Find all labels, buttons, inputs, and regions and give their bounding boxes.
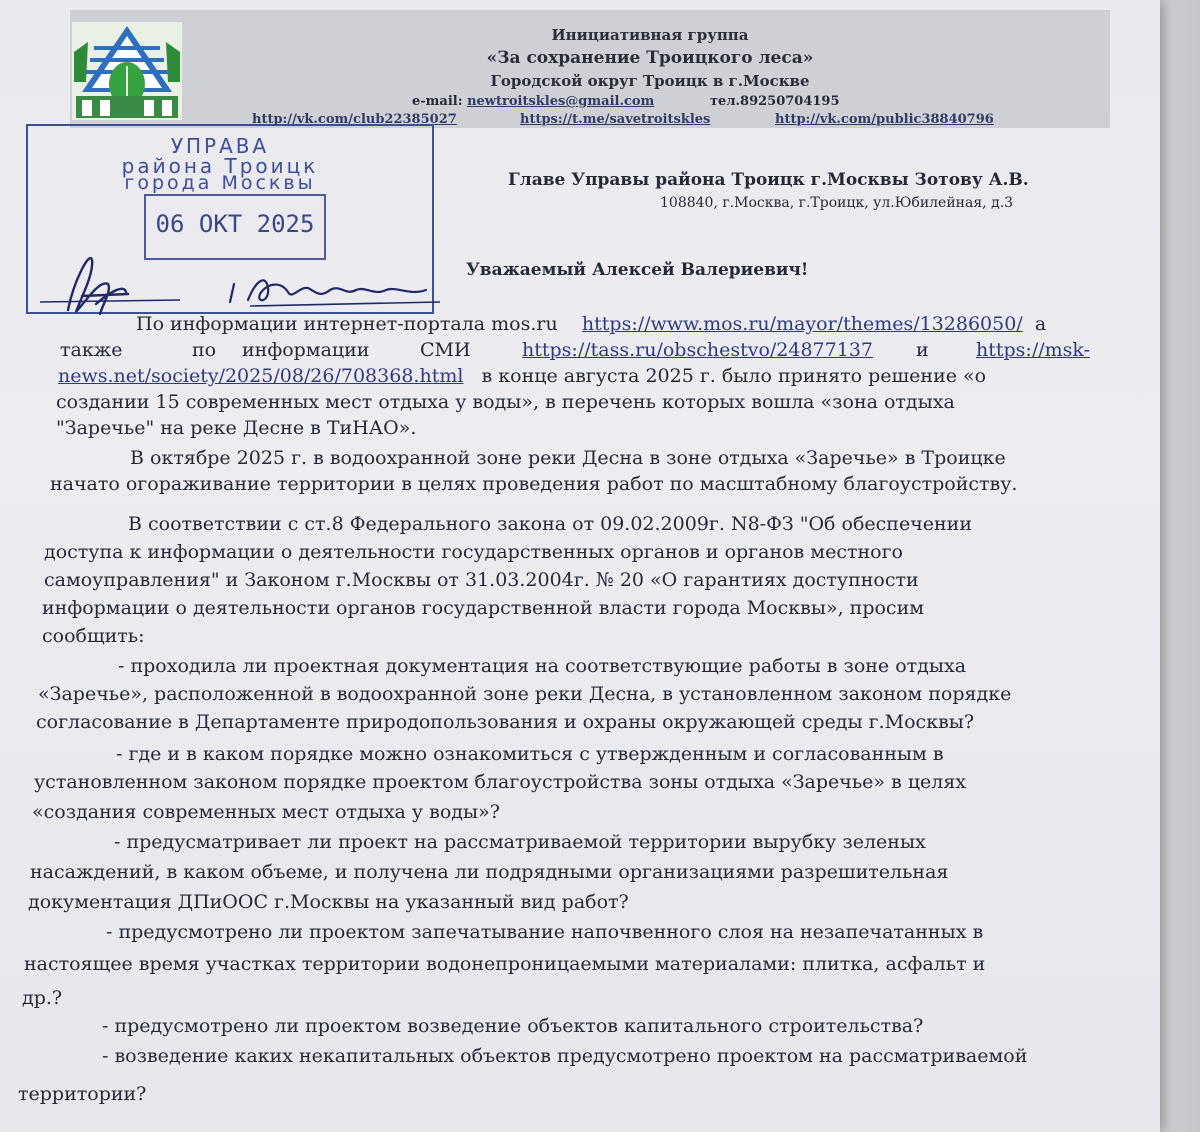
phone-number: тел.89250704195 — [710, 94, 840, 109]
question-line: - предусмотрено ли проектом запечатывание напочвенного слоя на незапечатанных в — [106, 921, 984, 943]
vk-club-link[interactable]: http://vk.com/club22385027 — [252, 112, 457, 127]
greeting: Уважаемый Алексей Валериевич! — [466, 260, 809, 280]
addressee-name: Главе Управы района Троицк г.Москвы Зотову А.В. — [508, 170, 1029, 190]
tass-link[interactable]: https://tass.ru/obschestvo/24877137 — [522, 339, 873, 361]
stamp-line1: УПРАВА — [170, 134, 270, 158]
stamp-line3: города Москвы — [124, 172, 316, 194]
question-line: установленном законом порядке проектом благоустройства зоны отдыха «Заречье» в целях — [34, 771, 967, 793]
body-line: news.net/society/2025/08/26/708368.html в конце августа 2025 г. было принято решение «о — [58, 365, 987, 387]
question-line: «Заречье», расположенной в водоохранной зоне реки Десна, в установленном законом порядке — [38, 683, 1012, 705]
question-line: - где и в каком порядке можно ознакомиться с утвержденным и согласованным в — [116, 743, 944, 765]
question-line: - проходила ли проектная документация на соответствующие работы в зоне отдыха — [118, 655, 967, 677]
body-line: В октябре 2025 г. в водоохранной зоне реки Десна в зоне отдыха «Заречье» в Троицке — [130, 447, 1006, 469]
letter-page: Инициативная группа «За сохранение Троицкого леса» Городской округ Троицк в г.Москве e-mail: newtroitskles@gmail.com тел.89250704195 http://vk.com/club22385027 https://t.me/savetroitskles http://vk.com/public38840796 УПРАВА района Троицк города Москвы 06 ОКТ 2025 Главе Управы района Троицк г.Москвы Зотову А.В. 108840, г.Москва, г.Троицк, ул.Юбилейная, д.3 Уважаемый Алексей Валериевич! По информации интернет-портала mos.ru https://www.mos.ru/mayor/themes/13286050/ а также по информации СМИ https://tass.ru/obschestvo/24877137 и https://msk- news.net/society/2025/08/26/708368.html в конце августа 2025 г. было принято решение «о создании 15 современных мест отдыха у воды», в перечень которых вошла «зона отдыха "Заречье" на реке Десне в ТиНАО». В октябре 2025 г. в водоохранной зоне реки Десна в зоне отдыха «Заречье» в Троицке начато огораживание территории в целях проведения работ по масштабному благоустройству. В соответствии с ст.8 Федерального закона от 09.02.2009г. N8-ФЗ "Об обеспечении доступа к информации о деятельности государственных органов и органов местного самоуправления" и Законом г.Москвы от 31.03.2004г. № 20 «О гарантиях доступности информации о деятельности органов государственной власти города Москвы», просим сообщить: - проходила ли проектная документация на соответствующие работы в зоне отдыха «Заречье», расположенной в водоохранной зоне реки Десна, в установленном законом порядке согласование в Департаменте природопользования и охраны окружающей среды г.Москвы? - где и в каком порядке можно ознакомиться с утвержденным и согласованным в установленном законом порядке проектом благоустройства зоны отдыха «Заречье» в целях «создания современных мест отдыха у воды»? - предусматривает ли проект на рассматриваемой территории вырубку зеленых насаждений, в каком объеме, и получена ли подрядными организациями разрешительная документация ДПиООС г.Москвы на указанный вид работ? - предусмотрено ли проектом запечатывание напочвенного слоя на незапечатанных в настоящее время участках территории водонепроницаемыми материалами: плитка, асфальт и др.? - предусмотрено ли проектом возведение объектов капитального строительства? - возведение каких некапитальных объектов предусмотрено проектом на рассматриваемой территории? — [0, 0, 1160, 1132]
question-line: документация ДПиООС г.Москвы на указанный вид работ? — [28, 891, 629, 913]
question-line: территории? — [18, 1083, 147, 1105]
stamp-line2: района Троицк — [121, 154, 319, 178]
body-line: сообщить: — [42, 625, 145, 647]
body-line: По информации интернет-портала mos.ru https://www.mos.ru/mayor/themes/13286050/ а — [136, 313, 1047, 335]
body-line: создании 15 современных мест отдыха у воды», в перечень которых вошла «зона отдыха — [56, 391, 955, 413]
mos-ru-link[interactable]: https://www.mos.ru/mayor/themes/13286050/ — [581, 313, 1023, 335]
body-line: доступа к информации о деятельности государственных органов и органов местного — [44, 541, 903, 563]
msk-news-link[interactable]: https://msk- — [976, 339, 1090, 361]
email-link[interactable]: newtroitskles@gmail.com — [467, 94, 655, 109]
addressee-address: 108840, г.Москва, г.Троицк, ул.Юбилейная, д.3 — [660, 195, 1014, 211]
stamp-date: 06 ОКТ 2025 — [155, 210, 315, 238]
msk-news-link-cont[interactable]: news.net/society/2025/08/26/708368.html — [58, 365, 464, 387]
forest-logo-icon — [72, 22, 182, 120]
email-line — [412, 94, 654, 109]
question-line: - предусматривает ли проект на рассматриваемой территории вырубку зеленых — [114, 831, 926, 853]
question-line: - возведение каких некапитальных объектов предусмотрено проектом на рассматриваемой — [102, 1045, 1028, 1067]
org-name-line2: «За сохранение Троицкого леса» — [486, 48, 814, 68]
body-line: В соответствии с ст.8 Федерального закона от 09.02.2009г. N8-ФЗ "Об обеспечении — [128, 513, 972, 535]
body-line: информации о деятельности органов государственной власти города Москвы», просим — [42, 597, 925, 619]
telegram-link[interactable]: https://t.me/savetroitskles — [520, 112, 711, 127]
body-line: "Заречье" на реке Десне в ТиНАО». — [56, 417, 417, 439]
body-line: начато огораживание территории в целях проведения работ по масштабному благоустройству. — [50, 473, 1018, 495]
question-line: др.? — [22, 987, 63, 1009]
question-line: «создания современных мест отдыха у воды»? — [32, 801, 500, 823]
org-name-line3: Городской округ Троицк в г.Москве — [490, 72, 810, 90]
body-line: самоуправления" и Законом г.Москвы от 31.03.2004г. № 20 «О гарантиях доступности — [44, 569, 919, 591]
email-label: e-mail: — [412, 94, 463, 109]
question-line: насаждений, в каком объеме, и получена ли подрядными организациями разрешительная — [30, 861, 949, 883]
vk-public-link[interactable]: http://vk.com/public38840796 — [775, 112, 994, 127]
question-line: согласование в Департаменте природопользования и охраны окружающей среды г.Москвы? — [36, 711, 975, 733]
question-line: настоящее время участках территории водонепроницаемыми материалами: плитка, асфальт и — [24, 953, 986, 975]
question-line: - предусмотрено ли проектом возведение объектов капитального строительства? — [102, 1015, 924, 1037]
org-name-line1: Инициативная группа — [551, 26, 749, 44]
